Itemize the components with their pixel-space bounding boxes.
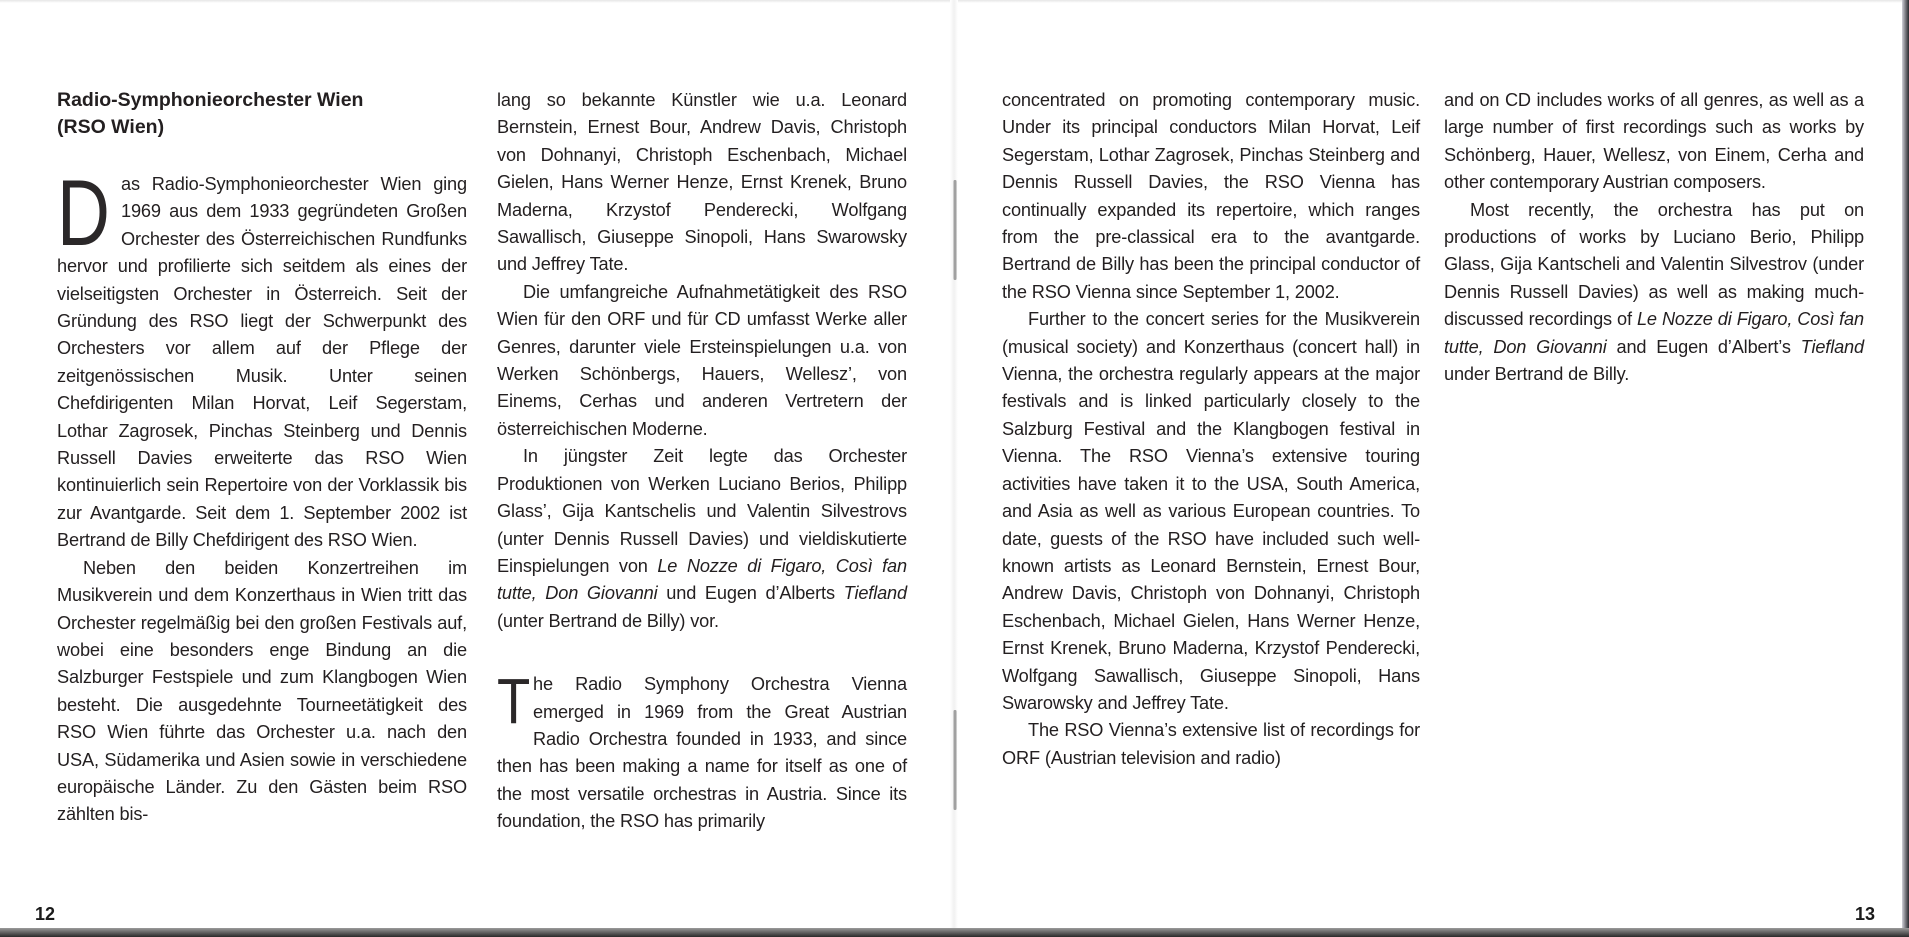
english-paragraph-3-continued: and on CD includes works of all genres, as well as a large number of first recordings such as works by Schönberg, Hauer, Wellesz, von Einem, Cerha and other contemporary Austrian composers. [1444, 90, 1864, 193]
opera-titles-italic: Le Nozze di Figaro, Così fan tutte, Don Giovanni [497, 555, 907, 604]
column-1-german [57, 87, 467, 829]
page-right-edge [1902, 0, 1909, 937]
english-section [497, 665, 907, 835]
page-number-right: 13 [1855, 904, 1876, 924]
tiefland-italic: Tiefland [1800, 336, 1864, 357]
page-number-left: 12 [35, 904, 56, 924]
german-p4-end: (unter Bertrand de Billy) vor. [497, 610, 719, 631]
german-p4-start: In jüngster Zeit legte das Orchester Produktionen von Werken Luciano Berios, Philipp Glass’, Gija Kantschelis und Valentin Silvestrovs (unter Dennis Russell Davies) und vieldiskutierte Einspielungen von [497, 446, 907, 576]
staple-top [953, 180, 957, 280]
dropcap-t: T [497, 665, 531, 738]
opera-titles-italic: Le Nozze di Figaro, Così fan tutte, Don Giovanni [1444, 309, 1864, 357]
english-paragraph-1-text: he Radio Symphony Orchestra Vienna emerged in 1969 from the Great Austrian Radio Orchestra founded in 1933, and since then has been making a name for itself as one of the most versatile orchestras in Austria. Since its foundation, the RSO has primarily [497, 674, 907, 832]
column-3-english [1002, 87, 1420, 772]
dropcap-d: D [57, 160, 110, 265]
english-paragraph-2: Further to the concert series for the Musikverein (musical society) and Konzerthaus (concert hall) in Vienna, the orchestra regularly appears at the major festivals and is linked particularly closely to the Salzburg Festival and the Klangbogen festival in Vienna. The RSO Vienna’s extensive touring activities have taken it to the USA, South America, and Asia as well as various European countries. To date, guests of the RSO have included such well-known artists as Leonard Bernstein, Ernest Bour, Andrew Davis, Christoph von Dohnanyi, Christoph Eschenbach, Michael Gielen, Hans Werner Henze, Ernst Krenek, Bruno Maderna, Krzystof Penderecki, Wolfgang Sawallisch, Giuseppe Sinopoli, Hans Swarowsky and Jeffrey Tate. [1002, 309, 1420, 713]
german-paragraph-1 [57, 160, 467, 555]
english-p4-mid: and Eugen d’Albert’s [1606, 336, 1801, 357]
german-paragraph-2-continued: lang so bekannte Künstler wie u.a. Leonard Bernstein, Ernest Bour, Andrew Davis, Christoph von Dohnanyi, Christoph Eschenbach, Michael Gielen, Hans Werner Henze, Ernst Krenek, Bruno Maderna, Krzystof Penderecki, Wolfgang Sawallisch, Giuseppe Sinopoli, Hans Swarowsky und Jeffrey Tate. [497, 90, 907, 275]
english-paragraph-4 [1444, 197, 1864, 389]
german-paragraph-3: Die umfangreiche Aufnahmetätigkeit des RSO Wien für den ORF und für CD umfasst Werke aller Genres, darunter viele Ersteinspielungen u.a. von Werken Schönbergs, Hauers, Wellesz’, von Einems, Cerhas und anderen Vertretern der österreichischen Moderne. [497, 281, 907, 439]
page-bottom-edge [0, 928, 1909, 937]
heading-subtitle: (RSO Wien) [57, 116, 165, 138]
german-paragraph-1-text: as Radio-Symphonieorchester Wien ging 1969 aus dem 1933 gegründeten Großen Orchester des Österreichischen Rundfunks hervor und profilierte sich seitdem als eines der vielseitigsten Orchester in Österreich. Seit der Gründung des RSO liegt der Schwerpunkt des Orchesters vor allem auf der Pflege der zeitgenössischen Musik. Unter seinen Chefdirigenten Milan Horvat, Leif Segerstam, Lothar Zagrosek, Pinchas Steinberg und Dennis Russell Davies erweiterte das RSO Wien kontinuierlich sein Repertoire von der Vorklassik bis zur Avantgarde. Seit dem 1. September 2002 ist Bertrand de Billy Chefdirigent des RSO Wien. [57, 174, 467, 551]
english-paragraph-1-continued: concentrated on promoting contemporary music. Under its principal conductors Milan Horvat, Leif Segerstam, Lothar Zagrosek, Pinchas Steinberg and Dennis Russell Davies, the RSO Vienna has continually expanded its repertoire, which ranges from the pre-classical era to the avantgarde. Bertrand de Billy has been the principal conductor of the RSO Vienna since September 1, 2002. [1002, 90, 1420, 302]
english-paragraph-1 [497, 665, 907, 835]
column-2-german-english [497, 87, 907, 836]
german-paragraph-4 [497, 443, 907, 635]
german-paragraph-2: Neben den beiden Konzertreihen im Musikverein und dem Konzerthaus in Wien tritt das Orchester regelmäßig bei den großen Festivals auf, wobei eine besonders enge Bindung an die Salzburger Festspiele und zum Klangbogen Wien besteht. Die ausgedehnte Tourneetätigkeit des RSO Wien führte das Orchester u.a. nach den USA, Südamerika und Asien sowie in verschiedene europäische Länder. Zu den Gästen beim RSO zählten bis- [57, 557, 467, 825]
german-p4-mid: und Eugen d’Alberts [657, 583, 844, 604]
english-p4-end: under Bertrand de Billy. [1444, 364, 1630, 385]
tiefland-italic: Tiefland [843, 583, 907, 604]
english-paragraph-3: The RSO Vienna’s extensive list of recordings for ORF (Austrian television and radio) [1002, 720, 1420, 768]
column-4-english [1444, 87, 1864, 388]
staple-bottom [953, 710, 957, 810]
heading-title: Radio-Symphonieorchester Wien [57, 89, 364, 111]
english-p4-start: Most recently, the orchestra has put on productions of works by Luciano Berio, Philipp Glass, Gija Kantscheli and Valentin Silvestrov (under Dennis Russell Davies) as well as making much-discussed recordings of [1444, 199, 1864, 330]
section-heading [57, 87, 467, 141]
